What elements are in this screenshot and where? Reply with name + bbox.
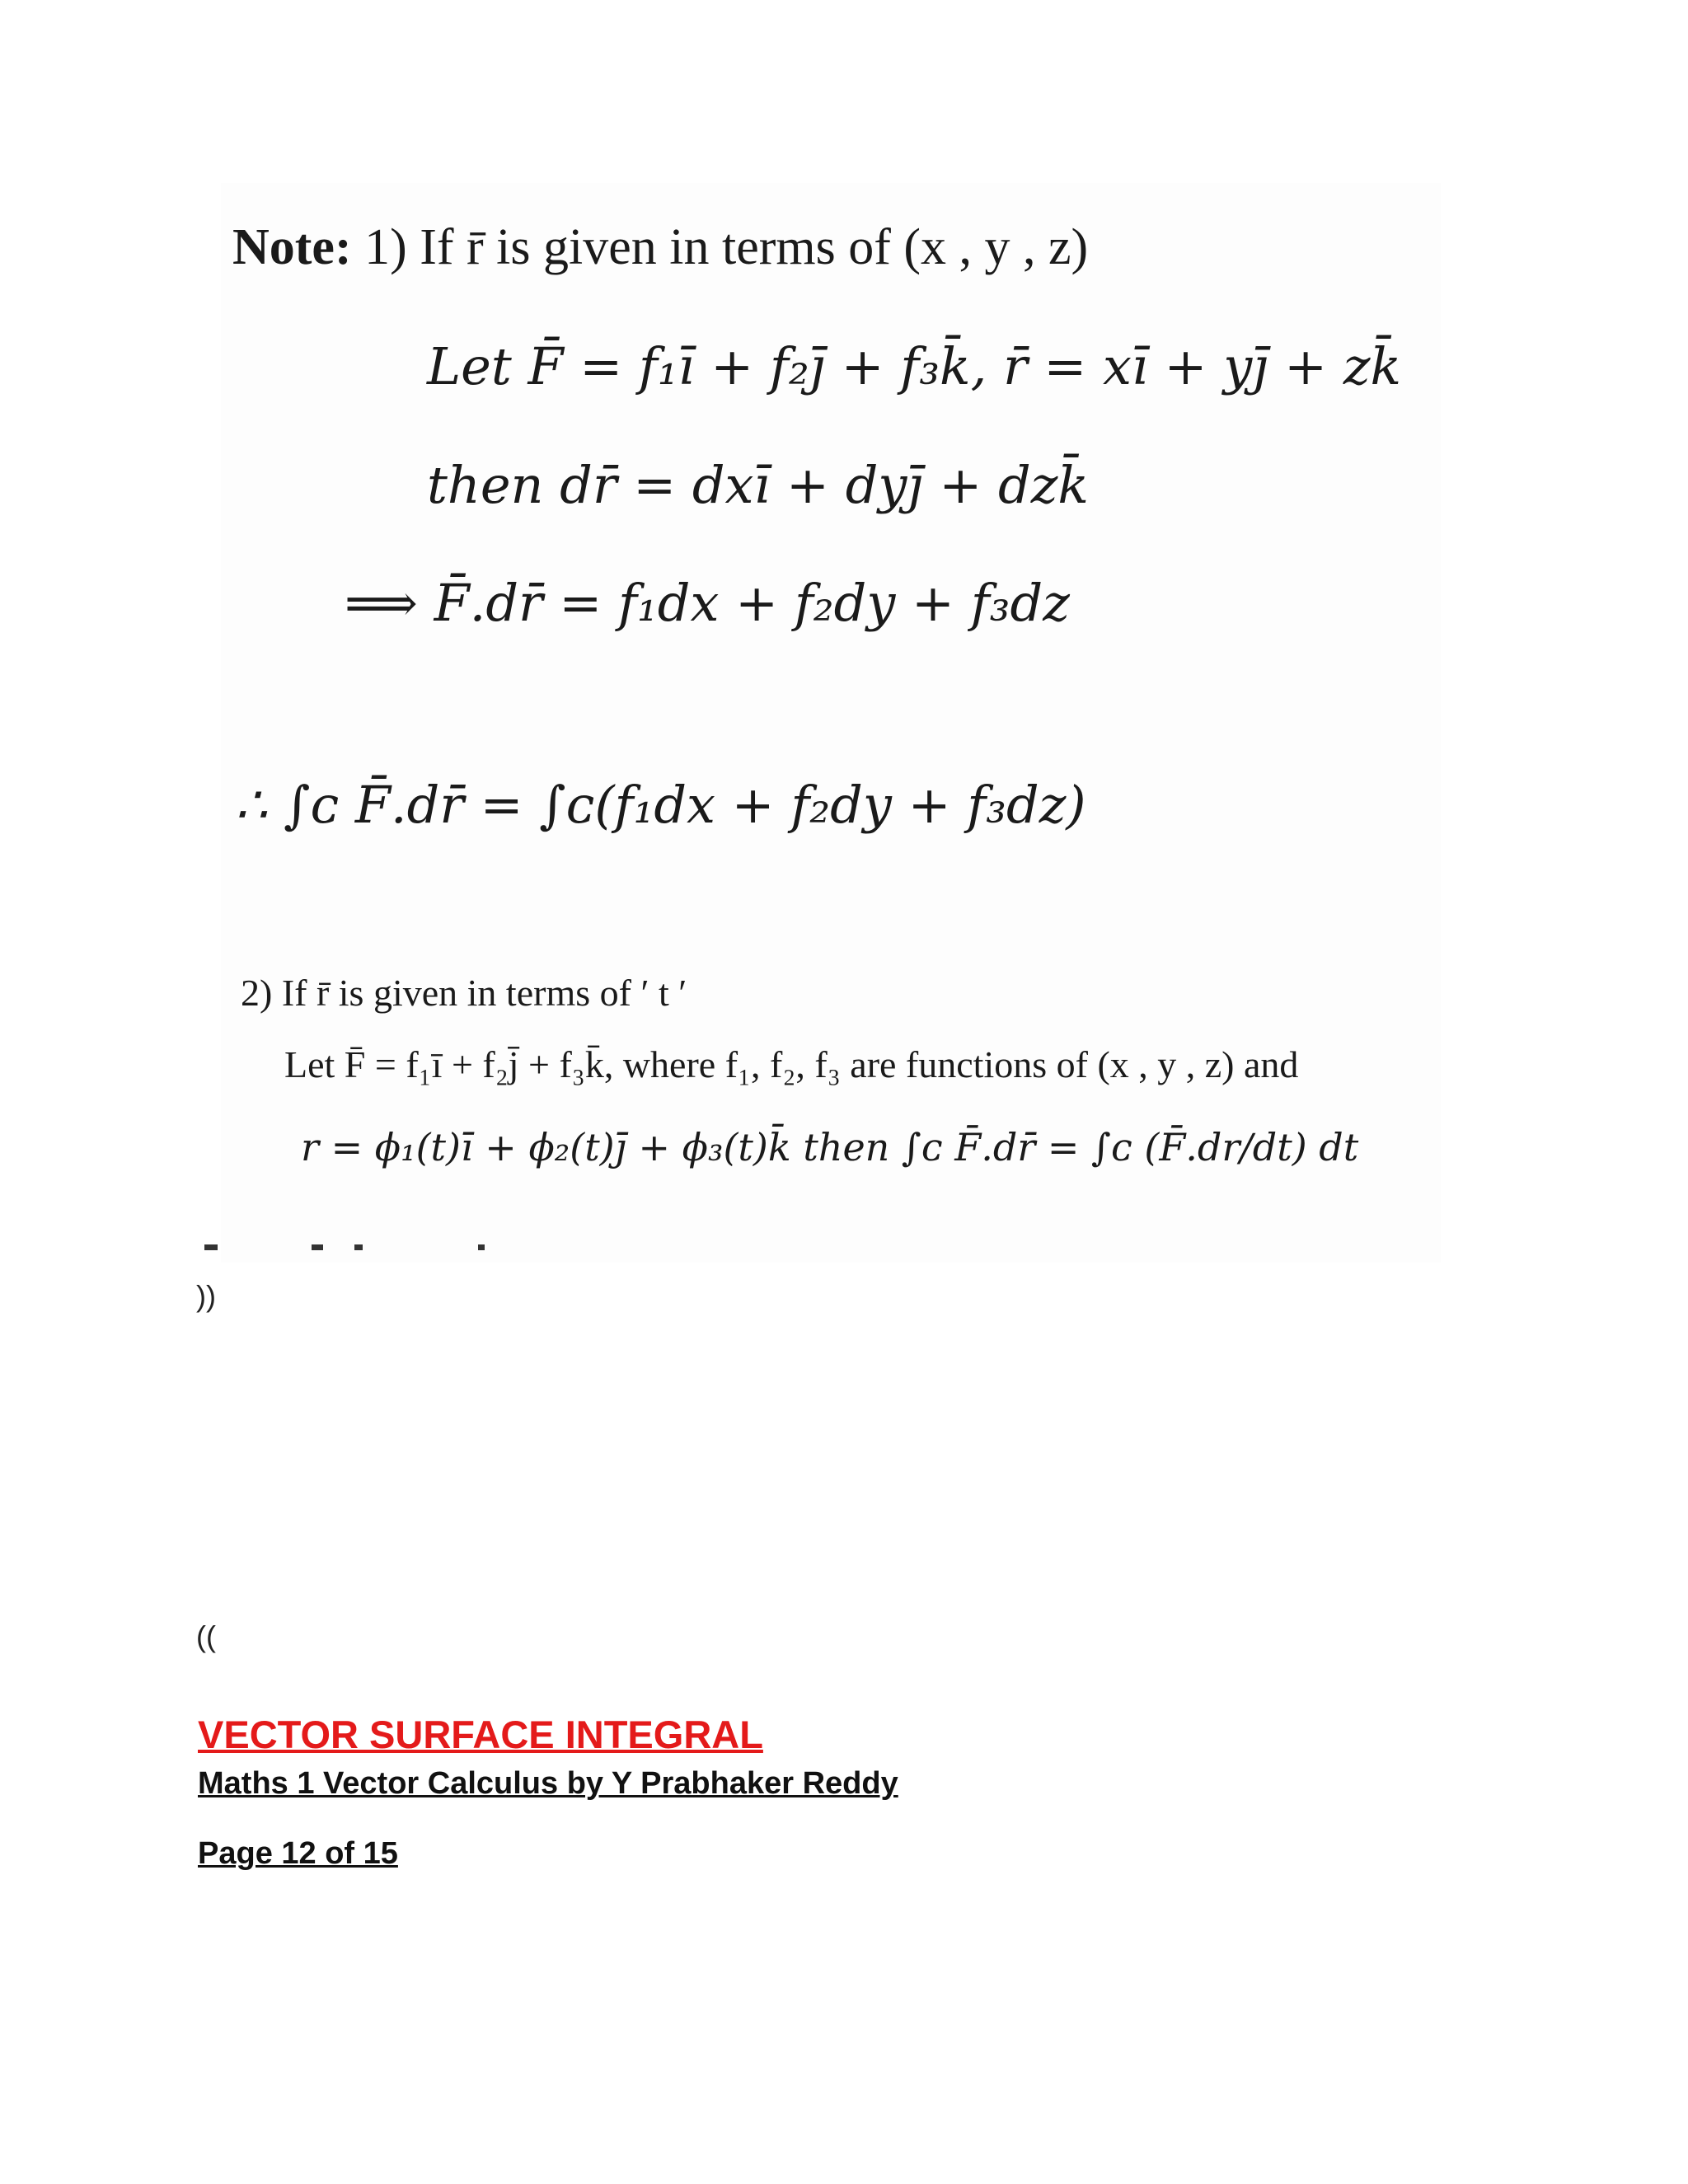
- clipped-text-fragment: [478, 1244, 485, 1250]
- equation-r-param: r = ϕ₁(t)ī + ϕ₂(t)j̄ + ϕ₃(t)k̄ then ∫ᴄ F̄.dr̄ = ∫ᴄ (F̄.dr/dt) dt: [301, 1125, 1359, 1169]
- note-item-2: 2) If r̄ is given in terms of ′ t ′: [241, 972, 687, 1014]
- stray-open-parens: ((: [196, 1619, 216, 1653]
- book-title-link[interactable]: Maths 1 Vector Calculus by Y Prabhaker Reddy: [198, 1766, 898, 1801]
- equation-let-f-2: Let F̄ = f₁ī + f₂j̄ + f₃k̄, where f₁, f₂, f₃ are functions of (x , y , z) and: [284, 1043, 1299, 1085]
- stray-close-parens: )): [196, 1279, 216, 1313]
- note-label: Note:: [232, 219, 352, 275]
- clipped-text-fragment: [354, 1244, 363, 1250]
- section-heading-link[interactable]: VECTOR SURFACE INTEGRAL: [198, 1713, 763, 1756]
- clipped-text-fragment: [204, 1244, 218, 1250]
- page-number-link[interactable]: Page 12 of 15: [198, 1836, 398, 1871]
- equation-implies: ⟹ F̄.dr̄ = f₁dx + f₂dy + f₃dz: [345, 573, 1070, 633]
- equation-then-dr: then dr̄ = dxī + dyj̄ + dzk̄: [427, 455, 1089, 515]
- equation-let-f: Let F̄ = f₁ī + f₂j̄ + f₃k̄, r̄ = xī + yj̄ + zk̄: [427, 336, 1402, 396]
- note-item-1-text: 1) If r̄ is given in terms of (x , y , z): [364, 219, 1089, 275]
- note-item-1: [232, 218, 1088, 277]
- equation-therefore: ∴ ∫ᴄ F̄.dr̄ = ∫ᴄ(f₁dx + f₂dy + f₃dz): [235, 775, 1086, 835]
- clipped-text-fragment: [312, 1244, 323, 1250]
